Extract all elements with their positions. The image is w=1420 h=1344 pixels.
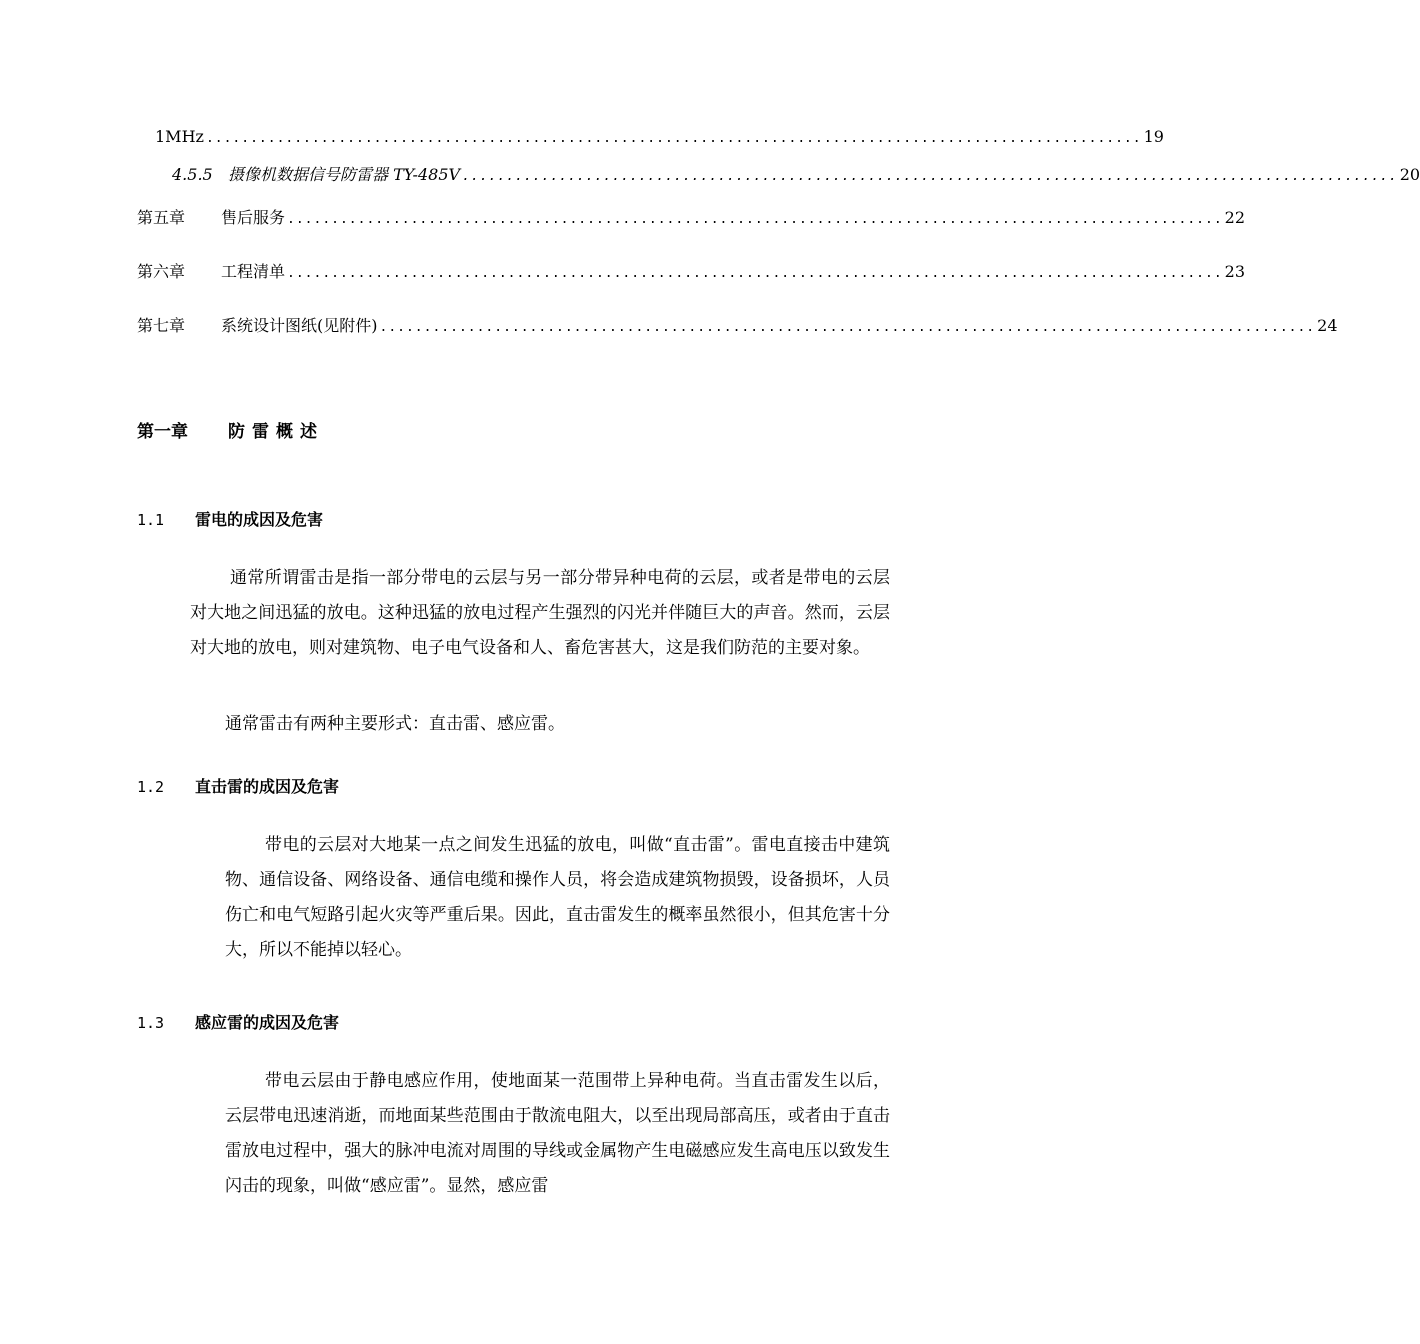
toc-entry-title: 系统设计图纸(见附件) — [221, 316, 378, 335]
toc-entry-label — [172, 162, 460, 185]
section-title: 直击雷的成因及危害 — [195, 777, 340, 796]
toc-leader-dots: .......................................................................................................... — [462, 169, 1398, 184]
toc-entry-title: 摄像机数据信号防雷器 TY-485V — [227, 165, 461, 184]
toc-page-number: 20 — [1399, 165, 1420, 184]
toc-page-number: 19 — [1143, 127, 1164, 146]
paragraph: 带电的云层对大地某一点之间发生迅猛的放电，叫做“直击雷”。雷电直接击中建筑物、通信设备、网络设备、通信电缆和操作人员，将会造成建筑物损毁，设备损坏，人员伤亡和电气短路引起火灾等严重后果。因此，直击雷发生的概率虽然很小，但其危害十分大，所以不能掉以轻心。 — [225, 835, 890, 960]
chapter-heading — [137, 417, 324, 442]
toc-entry-label — [137, 259, 285, 282]
chapter-title: 防雷概述 — [228, 422, 324, 442]
toc-entry-label — [137, 205, 285, 228]
chapter-number: 第一章 — [137, 422, 188, 442]
section-number: 1.3 — [137, 1014, 165, 1032]
toc-leader-dots: .......................................................................................................... — [379, 320, 1316, 335]
toc-entry-label — [137, 313, 378, 336]
toc-entry-label: 1MHz — [155, 127, 204, 146]
section-heading — [137, 1010, 339, 1033]
toc-page-number: 24 — [1317, 316, 1338, 335]
toc-chapter-number: 第七章 — [137, 316, 186, 335]
toc-entry[interactable] — [137, 313, 1338, 336]
toc-entry-title: 工程清单 — [221, 262, 286, 281]
section-title: 雷电的成因及危害 — [195, 510, 324, 529]
paragraph: 通常所谓雷击是指一部分带电的云层与另一部分带异种电荷的云层，或者是带电的云层对大地之间迅猛的放电。这种迅猛的放电过程产生强烈的闪光并伴随巨大的声音。然而，云层对大地的放电，则对建筑物、电子电气设备和人、畜危害甚大，这是我们防范的主要对象。 — [190, 568, 890, 658]
toc-entry[interactable] — [155, 127, 1164, 146]
section-number: 1.2 — [137, 778, 165, 796]
toc-entry-title: 售后服务 — [221, 208, 286, 227]
paragraph: 通常雷击有两种主要形式：直击雷、感应雷。 — [225, 714, 565, 734]
toc-entry[interactable] — [137, 205, 1246, 228]
toc-chapter-number: 第五章 — [137, 208, 186, 227]
section-heading — [137, 774, 339, 797]
section-heading — [137, 507, 323, 530]
toc-leader-dots: .......................................................................................................... — [287, 266, 1223, 281]
toc-entry-number: 4.5.5 — [172, 165, 213, 184]
toc-entry[interactable] — [172, 162, 1420, 185]
toc-leader-dots: .......................................................................................................... — [287, 212, 1223, 227]
toc-page-number: 23 — [1224, 262, 1246, 281]
section-number: 1.1 — [137, 511, 165, 529]
toc-chapter-number: 第六章 — [137, 262, 186, 281]
toc-page-number: 22 — [1224, 208, 1246, 227]
toc-entry[interactable] — [137, 259, 1246, 282]
paragraph: 带电云层由于静电感应作用，使地面某一范围带上异种电荷。当直击雷发生以后，云层带电迅速消逝，而地面某些范围由于散流电阻大，以至出现局部高压，或者由于直击雷放电过程中，强大的脉冲电流对周围的导线或金属物产生电磁感应发生高电压以致发生闪击的现象，叫做“感应雷”。显然，感应雷 — [225, 1071, 890, 1196]
section-title: 感应雷的成因及危害 — [195, 1013, 340, 1032]
toc-leader-dots: .......................................................................................................... — [205, 131, 1142, 146]
